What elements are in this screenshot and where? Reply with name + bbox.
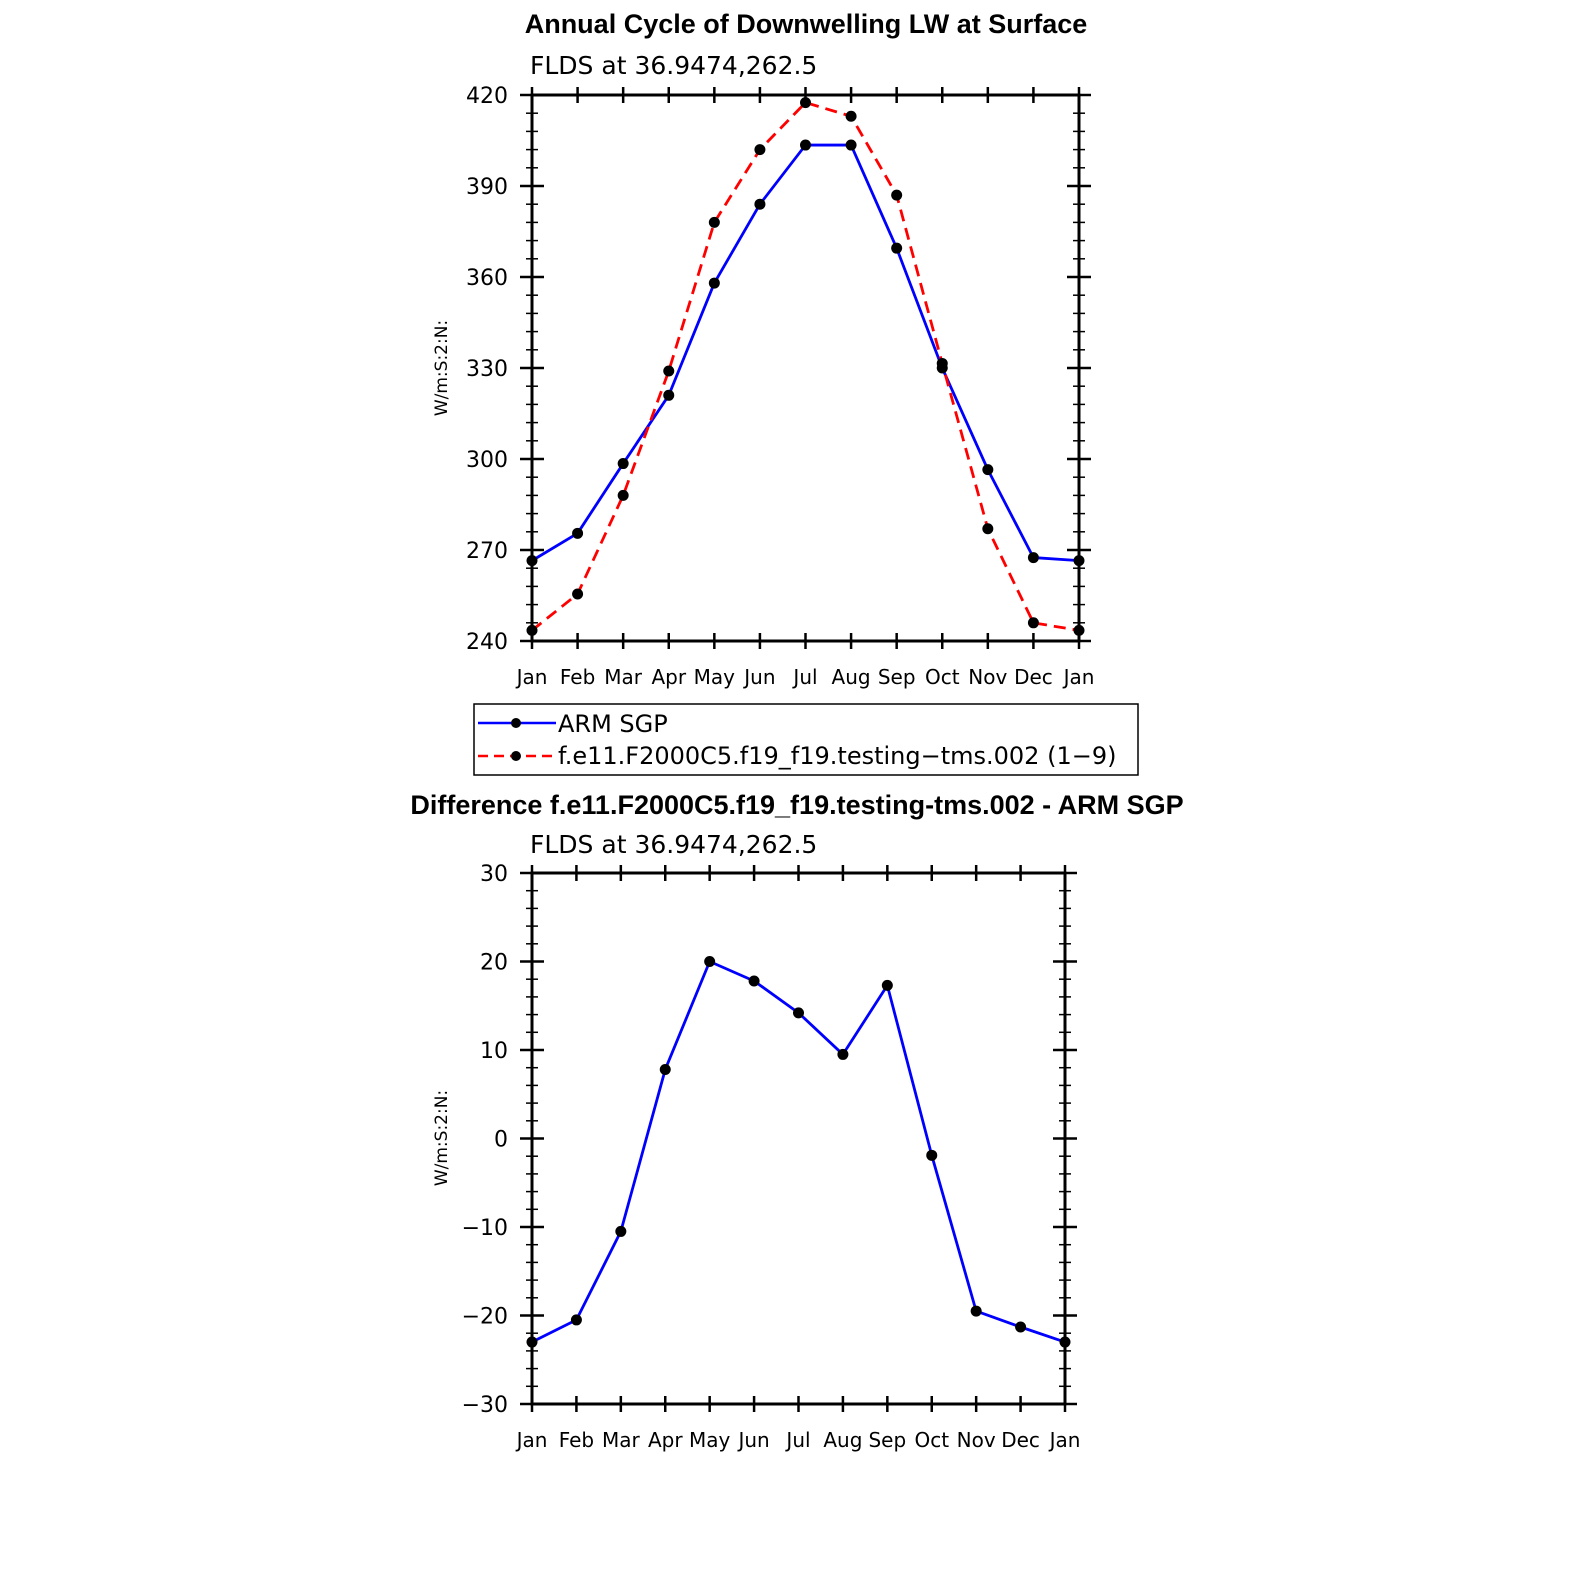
y-tick-label: 360 (466, 266, 508, 291)
y-tick-label: 20 (480, 950, 508, 976)
plot-frame (532, 873, 1065, 1404)
legend-marker-model (511, 751, 521, 761)
x-tick-label: Mar (601, 1428, 640, 1452)
legend-label-model: f.e11.F2000C5.f19_f19.testing−tms.002 (1−9) (558, 742, 1117, 770)
data-point (837, 1049, 848, 1060)
x-tick-label: Aug (823, 1428, 863, 1452)
x-tick-label: May (693, 665, 736, 689)
chart-title: Annual Cycle of Downwelling LW at Surface (524, 9, 1088, 39)
data-point (572, 588, 583, 599)
y-tick-label: 330 (466, 357, 508, 382)
data-point (800, 140, 811, 151)
x-tick-label: Jun (744, 665, 776, 689)
y-tick-label: 30 (480, 862, 508, 887)
data-point (618, 458, 629, 469)
data-point (709, 217, 720, 228)
series-line-2 (532, 103, 1079, 631)
data-point (709, 278, 720, 289)
y-tick-label: 390 (466, 175, 508, 200)
data-point (982, 464, 993, 475)
data-point (846, 111, 857, 122)
data-point (1028, 552, 1039, 563)
data-point (615, 1226, 626, 1237)
data-point (982, 523, 993, 534)
y-tick-label: −20 (461, 1304, 508, 1330)
x-tick-label: Oct (914, 1428, 950, 1452)
plot-frame (532, 95, 1079, 641)
data-point (704, 956, 715, 967)
series-line-1 (532, 145, 1079, 561)
y-tick-label: 270 (466, 539, 508, 564)
x-tick-label: Dec (1014, 665, 1053, 689)
x-tick-label: Apr (647, 1428, 683, 1452)
annual-cycle-panel (432, 9, 1094, 689)
series-line-1 (532, 962, 1065, 1343)
x-tick-label: Jul (793, 665, 818, 689)
data-point (846, 140, 857, 151)
data-point (891, 190, 902, 201)
y-tick-label: 300 (466, 448, 508, 473)
x-tick-label: Jan (1049, 1428, 1081, 1452)
legend-marker-arm-sgp (511, 718, 521, 728)
data-point (926, 1150, 937, 1161)
difference-panel (410, 790, 1183, 1452)
data-point (754, 144, 765, 155)
data-point (891, 243, 902, 254)
data-point (749, 975, 760, 986)
data-point (1015, 1322, 1026, 1333)
x-tick-label: Sep (877, 665, 916, 689)
y-tick-label: 240 (466, 630, 508, 655)
data-point (618, 490, 629, 501)
data-point (571, 1314, 582, 1325)
x-tick-label: Sep (868, 1428, 907, 1452)
x-tick-label: Jan (516, 665, 548, 689)
data-point (937, 358, 948, 369)
chart-subtitle: FLDS at 36.9474,262.5 (530, 51, 818, 80)
legend-label-arm-sgp: ARM SGP (558, 710, 668, 738)
y-tick-label: 10 (480, 1039, 508, 1064)
y-axis-label: W/m:S:2:N: (432, 319, 452, 417)
y-tick-label: −10 (461, 1216, 508, 1241)
data-point (800, 97, 811, 108)
x-tick-label: Nov (968, 665, 1008, 689)
chart-title: Difference f.e11.F2000C5.f19_f19.testing-tms.002 - ARM SGP (410, 790, 1184, 820)
x-tick-label: May (688, 1428, 731, 1452)
x-tick-label: Nov (956, 1428, 996, 1452)
x-tick-label: Jan (516, 1428, 548, 1452)
y-tick-label: 420 (466, 84, 508, 109)
data-point (754, 199, 765, 210)
x-tick-label: Aug (831, 665, 871, 689)
x-tick-label: Dec (1001, 1428, 1040, 1452)
x-tick-label: Feb (559, 665, 596, 689)
data-point (882, 980, 893, 991)
y-axis-label: W/m:S:2:N: (432, 1089, 452, 1187)
y-tick-label: 0 (494, 1127, 508, 1153)
data-point (971, 1306, 982, 1317)
data-point (663, 390, 674, 401)
data-point (663, 366, 674, 377)
x-tick-label: Jul (786, 1428, 811, 1452)
chart-subtitle: FLDS at 36.9474,262.5 (530, 830, 818, 859)
x-tick-label: Jan (1063, 665, 1095, 689)
data-point (660, 1064, 671, 1075)
data-point (1028, 617, 1039, 628)
y-tick-label: −30 (461, 1393, 508, 1418)
x-tick-label: Mar (604, 665, 643, 689)
x-tick-label: Feb (558, 1428, 595, 1452)
x-tick-label: Oct (924, 665, 960, 689)
x-tick-label: Jun (738, 1428, 770, 1452)
legend (474, 704, 1138, 775)
data-point (572, 528, 583, 539)
data-point (793, 1007, 804, 1018)
x-tick-label: Apr (651, 665, 687, 689)
